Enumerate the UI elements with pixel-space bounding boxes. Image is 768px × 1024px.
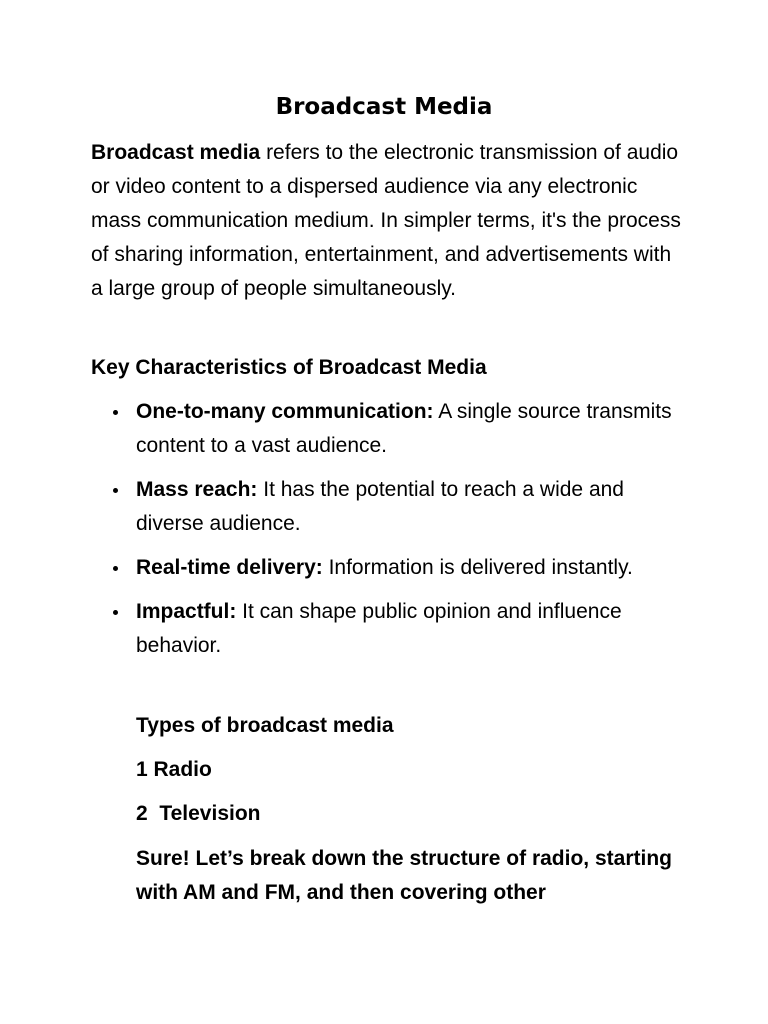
characteristics-list [91, 395, 681, 673]
type-item-radio: 1 Radio [136, 758, 212, 781]
list-item [91, 395, 681, 463]
characteristic-text: It has the potential to reach a wide and diverse audience. [136, 478, 624, 535]
characteristic-label: Mass reach: [136, 478, 258, 501]
closing-paragraph: Sure! Let’s break down the structure of radio, starting with AM and FM, and then covering other [136, 847, 672, 904]
bullet-icon [113, 488, 118, 493]
characteristic-label: One-to-many communication: [136, 400, 434, 423]
list-item [91, 595, 681, 663]
key-characteristics-heading: Key Characteristics of Broadcast Media [91, 356, 487, 379]
types-heading: Types of broadcast media [136, 714, 394, 737]
type-item-television: 2 Television [136, 802, 261, 825]
document-title: Broadcast Media [275, 94, 493, 120]
bullet-icon [113, 410, 118, 415]
characteristic-text: A single source transmits content to a vast audience. [136, 400, 672, 457]
intro-term: Broadcast media [91, 141, 261, 164]
characteristic-label: Real-time delivery: [136, 556, 323, 579]
list-item [91, 551, 681, 585]
intro-text: refers to the electronic transmission of audio or video content to a dispersed audience via any electronic mass communication medium. In simpler terms, it's the process of sharing information, entertainment, and advertisements with a large group of people simultaneously. [91, 141, 681, 300]
bullet-icon [113, 566, 118, 571]
list-item [91, 473, 681, 541]
characteristic-text: Information is delivered instantly. [322, 556, 633, 579]
characteristic-label: Impactful: [136, 600, 237, 623]
intro-paragraph [91, 136, 681, 306]
characteristic-text: It can shape public opinion and influence behavior. [136, 600, 622, 657]
bullet-icon [113, 610, 118, 615]
